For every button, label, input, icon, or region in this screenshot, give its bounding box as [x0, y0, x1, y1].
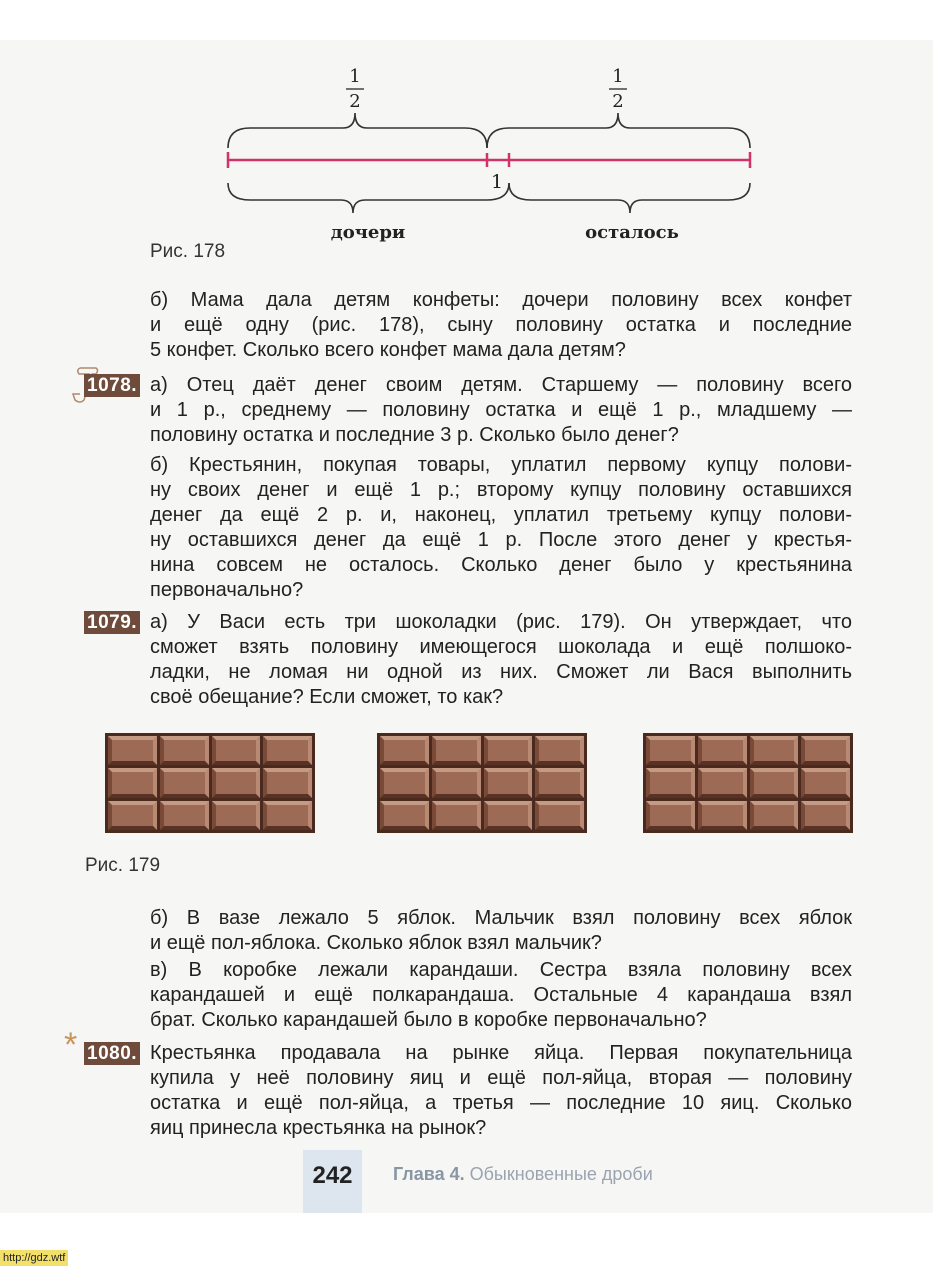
fraction-left-numerator: 1 — [349, 66, 361, 87]
exercise-text-1080 — [150, 1041, 852, 1141]
text-line: и ещё пол-яблока. Сколько яблок взял мальчик? — [150, 932, 602, 954]
chocolate-bar-2 — [377, 733, 587, 833]
chocolate-piece — [484, 736, 533, 765]
exercise-text-1079c — [150, 958, 852, 1033]
chocolate-piece — [801, 736, 850, 765]
text-line: ладки, не ломая ни одной из них. Сможет ли Вася выполнить — [150, 661, 852, 683]
chapter-name: Обыкновенные дроби — [469, 1164, 653, 1184]
brace-top-right — [487, 113, 750, 148]
chocolate-piece — [698, 736, 747, 765]
brace-bottom-right — [509, 183, 750, 213]
text-line: карандашей и ещё полкарандаша. Остальные 4 карандаша взял — [150, 984, 852, 1006]
figure-179-caption: Рис. 179 — [85, 855, 161, 876]
chocolate-piece — [750, 768, 799, 797]
chocolate-piece — [160, 768, 209, 797]
exercise-text-1078b — [150, 453, 852, 603]
exercise-text-1079a — [150, 610, 852, 710]
segment-line — [228, 152, 750, 168]
brace-bottom-left — [228, 183, 509, 213]
watermark-url: http://gdz.wtf — [0, 1250, 68, 1266]
chocolate-piece — [750, 736, 799, 765]
exercise-text-1079b — [150, 906, 852, 956]
chocolate-bar-3 — [643, 733, 853, 833]
chocolate-piece — [535, 801, 584, 830]
text-line: 5 конфет. Сколько всего конфет мама дала детям? — [150, 339, 626, 361]
text-line: брат. Сколько карандашей было в коробке первоначально? — [150, 1009, 707, 1031]
exercise-number-1078: 1078. — [84, 374, 140, 397]
fraction-right-denominator: 2 — [612, 91, 624, 112]
figure-178-caption: Рис. 178 — [150, 241, 226, 262]
text-line: б) Мама дала детям конфеты: дочери половину всех конфет — [150, 289, 852, 311]
chocolate-piece — [263, 801, 312, 830]
figure-178-diagram — [0, 0, 933, 260]
text-line: купила у неё половину яиц и ещё пол-яйца, вторая — половину — [150, 1067, 852, 1089]
exercise-number-1080: 1080. — [84, 1042, 140, 1065]
text-line: а) Отец даёт денег своим детям. Старшему — половину всего — [150, 374, 852, 396]
text-line: ну своих денег и ещё 1 р.; второму купцу половину оставшихся — [150, 479, 852, 501]
chocolate-piece — [380, 736, 429, 765]
whole-label: 1 — [490, 171, 504, 193]
chocolate-piece — [750, 801, 799, 830]
text-line: половину остатка и последние 3 р. Сколько было денег? — [150, 424, 679, 446]
text-line: денег да ещё 2 р. и, наконец, уплатил третьему купцу полови- — [150, 504, 852, 526]
chocolate-piece — [432, 768, 481, 797]
chocolate-piece — [646, 801, 695, 830]
chocolate-piece — [535, 736, 584, 765]
chocolate-piece — [108, 801, 157, 830]
chocolate-piece — [432, 801, 481, 830]
chocolate-piece — [484, 801, 533, 830]
chocolate-piece — [484, 768, 533, 797]
text-line: б) В вазе лежало 5 яблок. Мальчик взял половину всех яблок — [150, 907, 852, 929]
text-line: первоначально? — [150, 579, 304, 601]
label-remaining: осталось — [585, 222, 679, 243]
text-line: а) У Васи есть три шоколадки (рис. 179). Он утверждает, что — [150, 611, 852, 633]
exercise-text-1077b — [150, 288, 852, 363]
exercise-number-1079: 1079. — [84, 611, 140, 634]
page-number: 242 — [303, 1150, 362, 1213]
text-line: в) В коробке лежали карандаши. Сестра взяла половину всех — [150, 959, 852, 981]
chocolate-piece — [380, 801, 429, 830]
chocolate-piece — [535, 768, 584, 797]
text-line: сможет взять половину имеющегося шоколада и ещё полшоко- — [150, 636, 852, 658]
chocolate-piece — [646, 736, 695, 765]
text-line: нина совсем не осталось. Сколько денег было у крестьянина — [150, 554, 852, 576]
chocolate-piece — [801, 768, 850, 797]
chocolate-piece — [108, 736, 157, 765]
chocolate-piece — [212, 801, 261, 830]
text-line: Крестьянка продавала на рынке яйца. Первая покупательница — [150, 1042, 852, 1064]
fraction-left-denominator: 2 — [349, 91, 361, 112]
exercise-text-1078a — [150, 373, 852, 448]
text-line: остатка и ещё пол-яйца, а третья — последние 10 яиц. Сколько — [150, 1092, 852, 1114]
chocolate-piece — [160, 736, 209, 765]
fraction-right-numerator: 1 — [612, 66, 624, 87]
chocolate-piece — [698, 801, 747, 830]
label-daughter: дочери — [330, 222, 406, 243]
chocolate-bar-1 — [105, 733, 315, 833]
asterisk-icon: * — [64, 1026, 78, 1064]
chocolate-piece — [263, 736, 312, 765]
chocolate-piece — [432, 736, 481, 765]
chocolate-piece — [212, 768, 261, 797]
chapter-label: Глава 4. — [393, 1164, 465, 1184]
chocolate-piece — [801, 801, 850, 830]
chocolate-piece — [108, 768, 157, 797]
chocolate-piece — [380, 768, 429, 797]
chocolate-piece — [698, 768, 747, 797]
chocolate-piece — [160, 801, 209, 830]
chocolate-piece — [212, 736, 261, 765]
chocolate-piece — [263, 768, 312, 797]
chapter-title — [393, 1164, 653, 1185]
text-line: и ещё одну (рис. 178), сыну половину остатка и последние — [150, 314, 852, 336]
braces — [228, 113, 750, 213]
text-line: ну оставшихся денег да ещё 1 р. После этого денег у крестья- — [150, 529, 852, 551]
text-line: б) Крестьянин, покупая товары, уплатил первому купцу полови- — [150, 454, 852, 476]
text-line: и 1 р., среднему — половину остатка и ещё 1 р., младшему — — [150, 399, 852, 421]
brace-top-left — [228, 113, 487, 148]
text-line: своё обещание? Если сможет, то как? — [150, 686, 504, 708]
chocolate-piece — [646, 768, 695, 797]
text-line: яиц принесла крестьянка на рынок? — [150, 1117, 487, 1139]
